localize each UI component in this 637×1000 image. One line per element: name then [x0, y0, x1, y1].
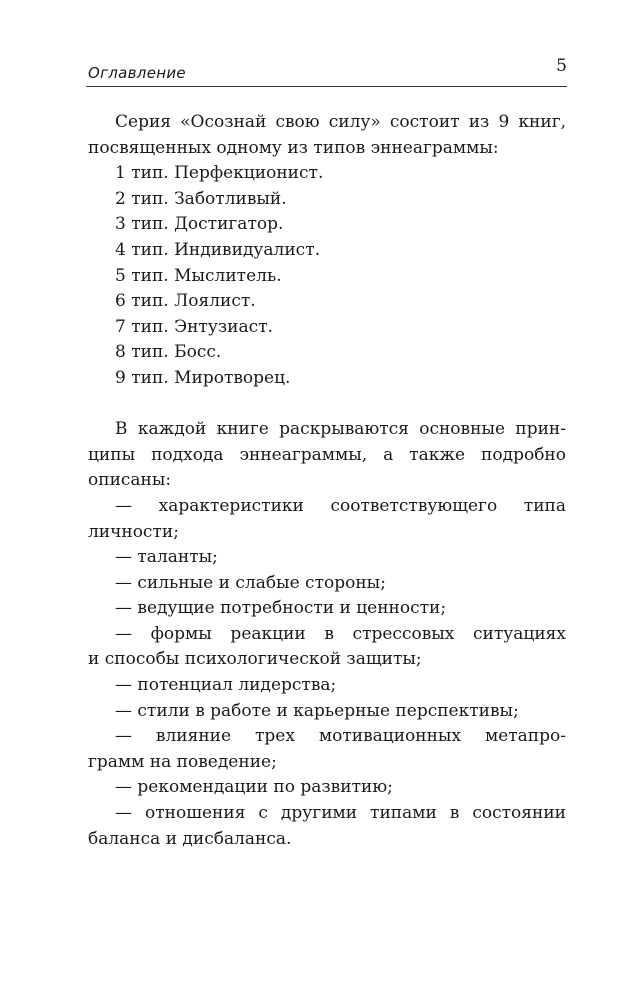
list-item: — сильные и слабые стороны; — [115, 572, 386, 593]
features-list — [88, 494, 566, 852]
list-item: 2 тип. Заботливый. — [115, 188, 287, 209]
body-line-2: ципы подхода эннеаграммы, а также подробно — [88, 444, 566, 465]
types-list — [88, 161, 566, 391]
list-item: — рекомендации по развитию; — [115, 777, 393, 798]
header-rule — [86, 86, 567, 87]
list-item — [88, 494, 566, 520]
list-item-line: — отношения с другими типами в состоянии — [115, 803, 566, 824]
list-item: 6 тип. Лоялист. — [115, 291, 256, 312]
list-item: 9 тип. Миротворец. — [115, 367, 291, 388]
intro-line: Серия «Осознай свою силу» состоит из 9 книг, — [115, 112, 566, 132]
page-body — [88, 110, 566, 852]
list-item — [88, 801, 566, 827]
list-item: — таланты; — [115, 547, 218, 568]
list-item-continuation: и способы психологической защиты; — [88, 649, 422, 670]
list-item: — стили в работе и карьерные перспективы; — [115, 700, 519, 721]
list-item-continuation: личности; — [88, 521, 179, 542]
list-item — [88, 724, 566, 750]
list-item: — ведущие потребности и ценности; — [115, 598, 447, 619]
list-item-line: — влияние трех мотивационных метапро- — [115, 726, 566, 747]
list-item: 4 тип. Индивидуалист. — [115, 239, 321, 260]
list-item-line: — характеристики соответствующего типа — [115, 495, 566, 516]
list-item: 5 тип. Мыслитель. — [115, 265, 282, 286]
intro-paragraph — [88, 110, 566, 136]
list-item-continuation: баланса и дисбаланса. — [88, 828, 292, 849]
page-number: 5 — [556, 56, 567, 76]
list-item: 7 тип. Энтузиаст. — [115, 316, 273, 337]
list-item: 8 тип. Босс. — [115, 342, 222, 363]
list-item: 1 тип. Перфекционист. — [115, 163, 324, 184]
paragraph-gap — [88, 392, 566, 418]
list-item — [88, 622, 566, 648]
intro-line-2: посвященных одному из типов эннеаграммы: — [88, 137, 499, 158]
list-item-continuation: грамм на поведение; — [88, 751, 277, 772]
body-line: В каждой книге раскрываются основные прин- — [115, 419, 566, 440]
list-item-line: — формы реакции в стрессовых ситуациях — [115, 623, 566, 644]
list-item: — потенциал лидерства; — [115, 675, 337, 696]
list-item: 3 тип. Достигатор. — [115, 214, 284, 235]
body-line-3: описаны: — [88, 470, 172, 491]
body-paragraph — [88, 417, 566, 443]
running-head-title: Оглавление — [88, 64, 186, 82]
